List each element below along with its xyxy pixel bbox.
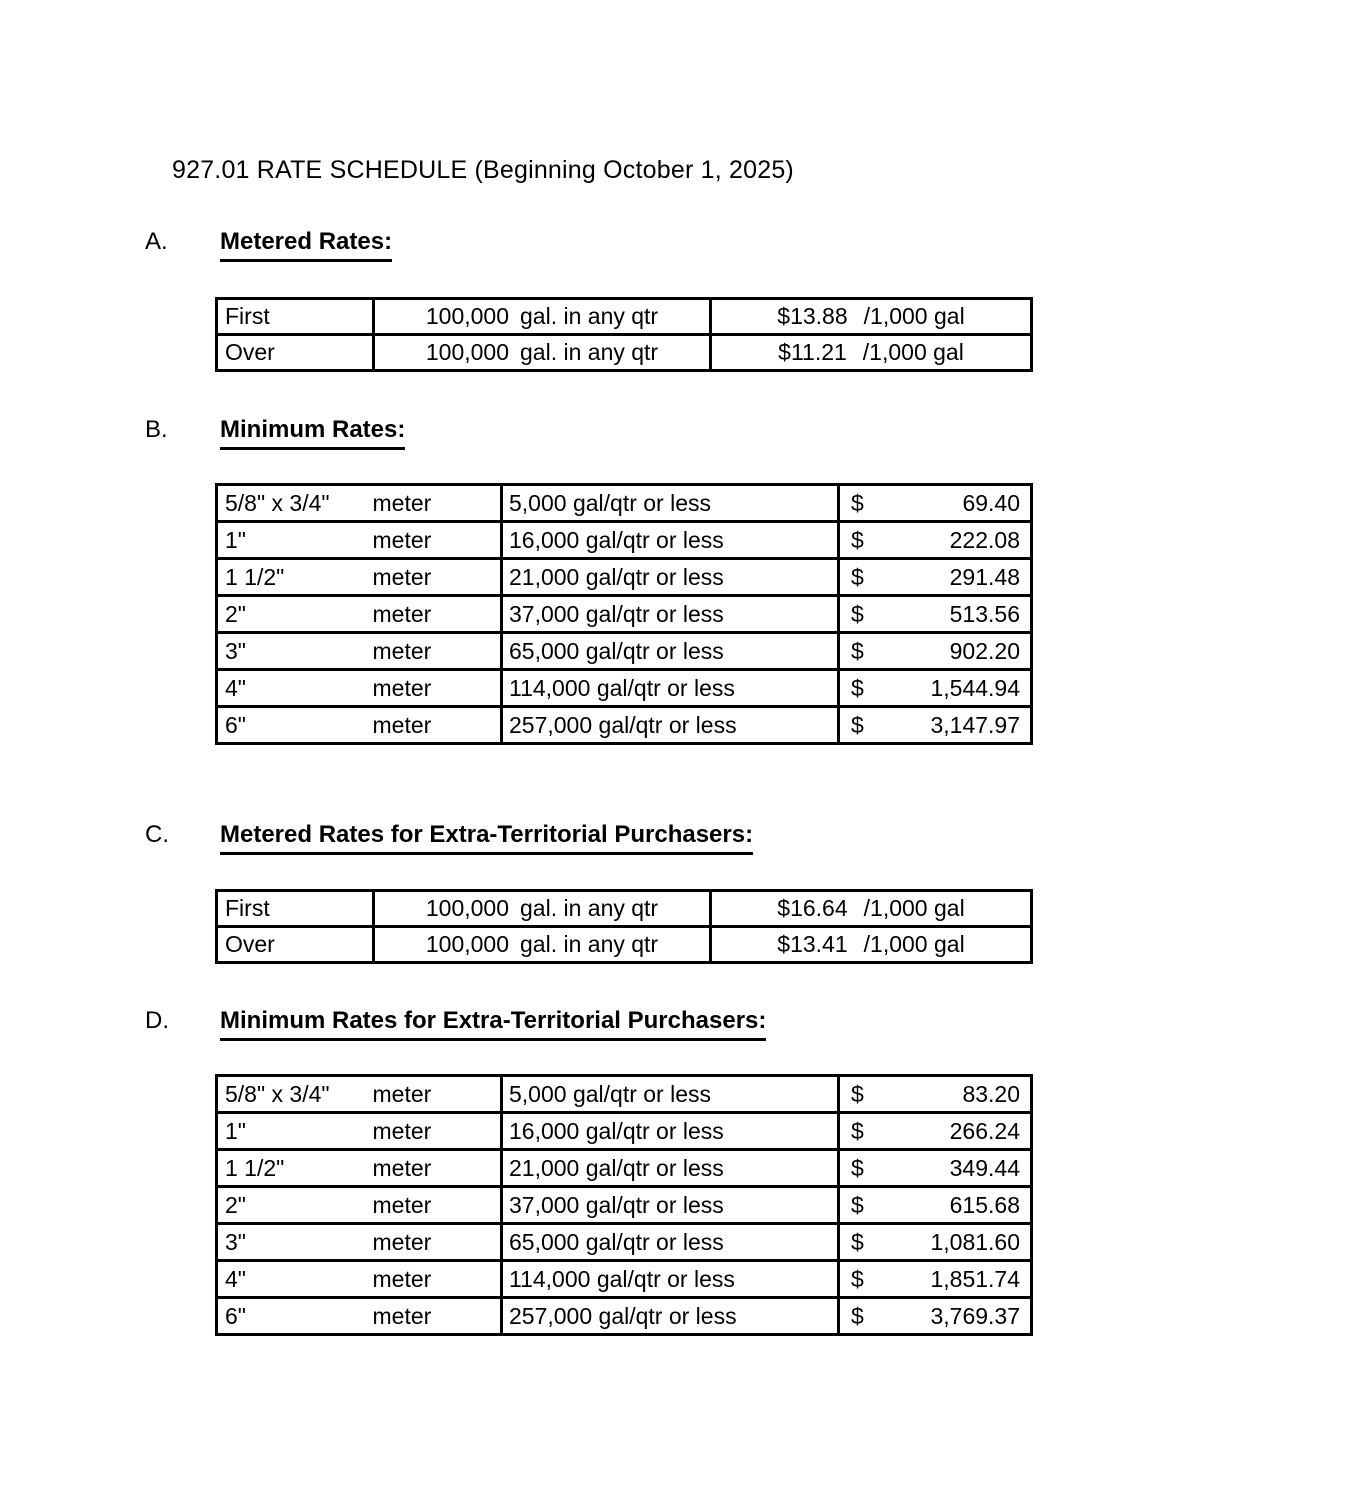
amount-cell bbox=[839, 1298, 1032, 1335]
table-row bbox=[217, 559, 1032, 596]
usage-cell: 257,000 gal/qtr or less bbox=[502, 1298, 839, 1335]
currency-symbol: $ bbox=[851, 711, 864, 738]
amount-value: 3,769.37 bbox=[930, 1302, 1020, 1329]
tier-cell: First bbox=[217, 299, 374, 335]
amount-value: 1,851.74 bbox=[930, 1265, 1020, 1292]
price-cell bbox=[711, 891, 1032, 927]
section-a-heading bbox=[0, 228, 1371, 262]
meter-size-cell: 1" bbox=[217, 522, 367, 559]
metered-rates-table bbox=[215, 297, 1033, 372]
currency-symbol: $ bbox=[851, 1302, 864, 1329]
usage-cell: 114,000 gal/qtr or less bbox=[502, 1261, 839, 1298]
meter-size-cell: 5/8" x 3/4" bbox=[217, 485, 367, 522]
table-row bbox=[217, 1113, 1032, 1150]
meter-size-cell: 2" bbox=[217, 1187, 367, 1224]
table-row bbox=[217, 522, 1032, 559]
meter-size-cell: 6" bbox=[217, 707, 367, 744]
amount-value: 902.20 bbox=[949, 637, 1020, 664]
table-row bbox=[217, 1224, 1032, 1261]
currency-symbol: $ bbox=[851, 1080, 864, 1107]
meter-size-cell: 5/8" x 3/4" bbox=[217, 1076, 367, 1113]
amount-value: 3,147.97 bbox=[930, 711, 1020, 738]
usage-cell: 5,000 gal/qtr or less bbox=[502, 1076, 839, 1113]
currency-symbol: $ bbox=[851, 1265, 864, 1292]
amount-value: 83.20 bbox=[962, 1080, 1020, 1107]
meter-size-cell: 2" bbox=[217, 596, 367, 633]
amount-cell bbox=[839, 1261, 1032, 1298]
amount-cell bbox=[839, 522, 1032, 559]
quantity-value: 100,000 bbox=[425, 339, 510, 365]
usage-cell: 21,000 gal/qtr or less bbox=[502, 559, 839, 596]
table-row bbox=[217, 485, 1032, 522]
table-row bbox=[217, 670, 1032, 707]
table-row bbox=[217, 1187, 1032, 1224]
meter-type-cell: meter bbox=[367, 1298, 502, 1335]
usage-cell: 5,000 gal/qtr or less bbox=[502, 485, 839, 522]
section-b-heading bbox=[0, 416, 1371, 450]
section-d-heading bbox=[0, 1007, 1371, 1041]
metered-rates-extra-territorial-table bbox=[215, 889, 1033, 964]
meter-type-cell: meter bbox=[367, 1224, 502, 1261]
section-c-letter: C. bbox=[145, 821, 169, 848]
tier-cell: Over bbox=[217, 927, 374, 963]
price-cell bbox=[711, 335, 1032, 371]
amount-cell bbox=[839, 559, 1032, 596]
table-row bbox=[217, 1076, 1032, 1113]
meter-size-cell: 1" bbox=[217, 1113, 367, 1150]
usage-cell: 65,000 gal/qtr or less bbox=[502, 1224, 839, 1261]
table-row bbox=[217, 633, 1032, 670]
meter-type-cell: meter bbox=[367, 1150, 502, 1187]
amount-cell bbox=[839, 1187, 1032, 1224]
price-value: $16.64 bbox=[777, 895, 848, 921]
amount-cell bbox=[839, 670, 1032, 707]
section-d-title: Minimum Rates for Extra-Territorial Purchasers: bbox=[220, 1007, 766, 1041]
price-value: $11.21 bbox=[778, 339, 847, 365]
meter-type-cell: meter bbox=[367, 1076, 502, 1113]
currency-symbol: $ bbox=[851, 563, 864, 590]
price-per-unit: /1,000 gal bbox=[863, 303, 965, 329]
amount-value: 222.08 bbox=[949, 526, 1020, 553]
currency-symbol: $ bbox=[851, 600, 864, 627]
quantity-cell bbox=[374, 891, 711, 927]
currency-symbol: $ bbox=[851, 637, 864, 664]
currency-symbol: $ bbox=[851, 526, 864, 553]
meter-size-cell: 6" bbox=[217, 1298, 367, 1335]
table-row bbox=[217, 1298, 1032, 1335]
usage-cell: 21,000 gal/qtr or less bbox=[502, 1150, 839, 1187]
amount-value: 349.44 bbox=[949, 1154, 1020, 1181]
section-a-letter: A. bbox=[145, 228, 168, 255]
usage-cell: 37,000 gal/qtr or less bbox=[502, 596, 839, 633]
currency-symbol: $ bbox=[851, 1117, 864, 1144]
meter-type-cell: meter bbox=[367, 670, 502, 707]
price-value: $13.88 bbox=[777, 303, 848, 329]
quantity-value: 100,000 bbox=[425, 895, 510, 921]
currency-symbol: $ bbox=[851, 674, 864, 701]
meter-type-cell: meter bbox=[367, 1113, 502, 1150]
minimum-rates-extra-territorial-table bbox=[215, 1074, 1033, 1336]
amount-value: 69.40 bbox=[962, 489, 1020, 516]
currency-symbol: $ bbox=[851, 1191, 864, 1218]
meter-size-cell: 3" bbox=[217, 633, 367, 670]
price-per-unit: /1,000 gal bbox=[863, 931, 965, 957]
meter-size-cell: 1 1/2" bbox=[217, 1150, 367, 1187]
meter-type-cell: meter bbox=[367, 1187, 502, 1224]
quantity-cell bbox=[374, 299, 711, 335]
section-d-letter: D. bbox=[145, 1007, 169, 1034]
usage-cell: 16,000 gal/qtr or less bbox=[502, 522, 839, 559]
tier-cell: Over bbox=[217, 335, 374, 371]
meter-type-cell: meter bbox=[367, 596, 502, 633]
usage-cell: 37,000 gal/qtr or less bbox=[502, 1187, 839, 1224]
meter-size-cell: 4" bbox=[217, 1261, 367, 1298]
price-value: $13.41 bbox=[777, 931, 848, 957]
tier-cell: First bbox=[217, 891, 374, 927]
amount-cell bbox=[839, 1150, 1032, 1187]
section-a-title: Metered Rates: bbox=[220, 228, 392, 262]
currency-symbol: $ bbox=[851, 489, 864, 516]
price-per-unit: /1,000 gal bbox=[862, 339, 964, 365]
currency-symbol: $ bbox=[851, 1228, 864, 1255]
table-row bbox=[217, 1261, 1032, 1298]
amount-cell bbox=[839, 1113, 1032, 1150]
usage-cell: 16,000 gal/qtr or less bbox=[502, 1113, 839, 1150]
amount-cell bbox=[839, 485, 1032, 522]
table-row bbox=[217, 596, 1032, 633]
quantity-unit: gal. in any qtr bbox=[520, 895, 659, 921]
usage-cell: 257,000 gal/qtr or less bbox=[502, 707, 839, 744]
table-row bbox=[217, 1150, 1032, 1187]
quantity-cell bbox=[374, 335, 711, 371]
meter-size-cell: 4" bbox=[217, 670, 367, 707]
table-row bbox=[217, 299, 1032, 335]
amount-cell bbox=[839, 707, 1032, 744]
amount-value: 1,081.60 bbox=[930, 1228, 1020, 1255]
usage-cell: 114,000 gal/qtr or less bbox=[502, 670, 839, 707]
meter-size-cell: 1 1/2" bbox=[217, 559, 367, 596]
section-c-title: Metered Rates for Extra-Territorial Purchasers: bbox=[220, 821, 753, 855]
section-b-letter: B. bbox=[145, 416, 168, 443]
table-row bbox=[217, 335, 1032, 371]
table-row bbox=[217, 891, 1032, 927]
minimum-rates-table bbox=[215, 483, 1033, 745]
section-c-heading bbox=[0, 821, 1371, 855]
section-b-title: Minimum Rates: bbox=[220, 416, 405, 450]
amount-value: 615.68 bbox=[949, 1191, 1020, 1218]
meter-type-cell: meter bbox=[367, 707, 502, 744]
usage-cell: 65,000 gal/qtr or less bbox=[502, 633, 839, 670]
price-per-unit: /1,000 gal bbox=[863, 895, 965, 921]
meter-type-cell: meter bbox=[367, 485, 502, 522]
meter-type-cell: meter bbox=[367, 522, 502, 559]
currency-symbol: $ bbox=[851, 1154, 864, 1181]
quantity-unit: gal. in any qtr bbox=[520, 339, 659, 365]
quantity-unit: gal. in any qtr bbox=[520, 931, 659, 957]
meter-type-cell: meter bbox=[367, 1261, 502, 1298]
quantity-cell bbox=[374, 927, 711, 963]
table-row bbox=[217, 927, 1032, 963]
amount-cell bbox=[839, 1076, 1032, 1113]
amount-cell bbox=[839, 1224, 1032, 1261]
amount-cell bbox=[839, 596, 1032, 633]
amount-value: 1,544.94 bbox=[930, 674, 1020, 701]
page-title: 927.01 RATE SCHEDULE (Beginning October 1, 2025) bbox=[172, 156, 794, 184]
meter-size-cell: 3" bbox=[217, 1224, 367, 1261]
quantity-value: 100,000 bbox=[425, 303, 510, 329]
meter-type-cell: meter bbox=[367, 559, 502, 596]
quantity-unit: gal. in any qtr bbox=[520, 303, 659, 329]
amount-value: 266.24 bbox=[949, 1117, 1020, 1144]
meter-type-cell: meter bbox=[367, 633, 502, 670]
amount-value: 513.56 bbox=[949, 600, 1020, 627]
amount-cell bbox=[839, 633, 1032, 670]
price-cell bbox=[711, 927, 1032, 963]
price-cell bbox=[711, 299, 1032, 335]
amount-value: 291.48 bbox=[949, 563, 1020, 590]
quantity-value: 100,000 bbox=[425, 931, 510, 957]
table-row bbox=[217, 707, 1032, 744]
